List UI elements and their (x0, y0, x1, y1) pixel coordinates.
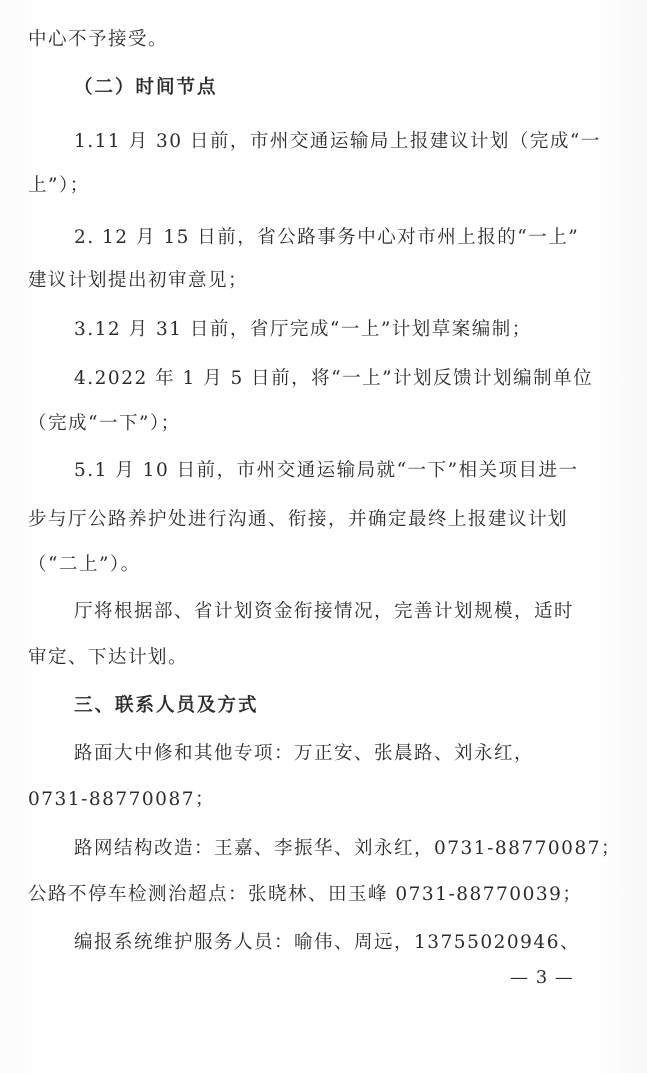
text-line: 路网结构改造：王嘉、李振华、刘永红，0731-88770087； (74, 838, 621, 859)
text-line: 建议计划提出初审意见； (28, 270, 249, 291)
text-line: 4.2022 年 1 月 5 日前，将“一上”计划反馈计划编制单位 (74, 368, 594, 389)
text-line: 上”）； (28, 175, 90, 196)
text-line: 路面大中修和其他专项：万正安、张晨路、刘永红， (74, 743, 535, 764)
text-line: （完成“一下”）； (28, 413, 181, 434)
page-number: — 3 — (510, 967, 574, 988)
section-heading-contacts: 三、联系人员及方式 (74, 695, 259, 716)
text-line: 中心不予接受。 (28, 29, 169, 50)
text-line: 2. 12 月 15 日前，省公路事务中心对市州上报的“一上” (74, 227, 580, 248)
text-line: （“二上”）。 (28, 554, 141, 575)
text-line: 0731-88770087； (28, 789, 215, 810)
text-line: 厅将根据部、省计划资金衔接情况，完善计划规模，适时 (74, 601, 575, 622)
text-line: 1.11 月 30 日前，市州交通运输局上报建议计划（完成“一 (74, 131, 601, 152)
text-line: 审定、下达计划。 (28, 647, 189, 668)
text-line: 5.1 月 10 日前，市州交通运输局就“一下”相关项目进一 (74, 460, 579, 481)
text-line: 步与厅公路养护处进行沟通、衔接，并确定最终上报建议计划 (28, 509, 569, 530)
section-heading-time-nodes: （二）时间节点 (74, 77, 218, 98)
text-line: 3.12 月 31 日前，省厅完成“一上”计划草案编制； (74, 319, 532, 340)
text-line: 公路不停车检测治超点：张晓林、田玉峰 0731-88770039； (28, 884, 583, 905)
text-line: 编报系统维护服务人员：喻伟、周远，13755020946、 (74, 932, 580, 953)
